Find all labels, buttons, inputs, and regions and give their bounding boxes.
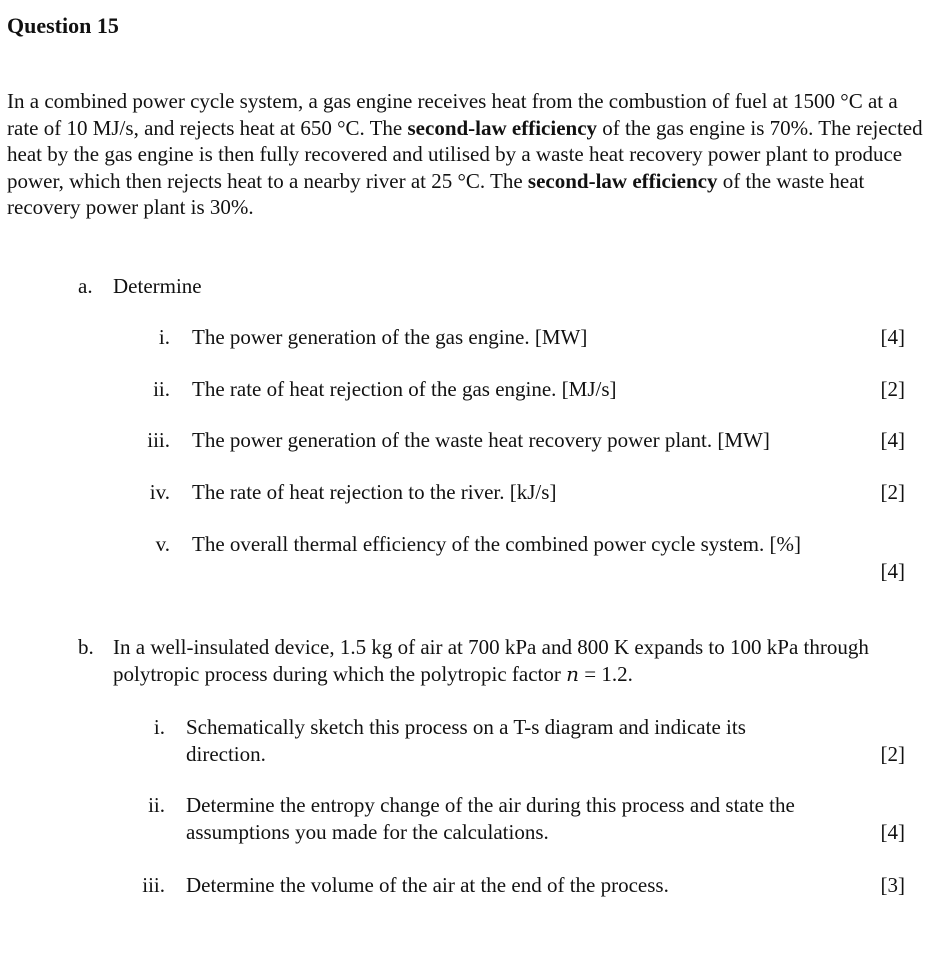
item-number: iii. <box>142 873 165 897</box>
item-text-line1: Determine the volume of the air at the end of the process. <box>186 873 669 897</box>
intro-text-3: of the waste heat recovery power plant is 30%. <box>7 168 865 219</box>
part-b-text-after: = 1.2. <box>579 662 633 686</box>
part-a-item-iv <box>0 479 934 506</box>
intro-bold-1: second-law efficiency <box>407 115 598 140</box>
item-number: i. <box>153 715 165 739</box>
item-text: The overall thermal efficiency of the combined power cycle system. [%] <box>192 532 801 556</box>
item-text: The rate of heat rejection of the gas engine. [MJ/s] <box>192 377 617 401</box>
item-marks: [4] <box>880 820 905 844</box>
part-a-item-v <box>0 531 934 558</box>
item-marks: [3] <box>880 873 905 897</box>
part-a-item-v-marks-row <box>0 558 934 585</box>
part-a-heading: Determine <box>113 274 202 298</box>
item-text: The rate of heat rejection to the river. [kJ/s] <box>192 480 557 504</box>
item-number: ii. <box>153 377 170 401</box>
item-text: The power generation of the gas engine. [MW] <box>192 325 588 349</box>
part-a-item-iii <box>0 427 934 454</box>
item-text-line1: Determine the entropy change of the air during this process and state the <box>186 793 795 817</box>
item-number: iii. <box>147 428 170 452</box>
item-number: v. <box>155 532 170 556</box>
item-marks: [4] <box>880 325 905 349</box>
item-marks: [4] <box>880 428 905 452</box>
item-text-line2: assumptions you made for the calculations. <box>186 820 549 844</box>
item-text: The power generation of the waste heat recovery power plant. [MW] <box>192 428 770 452</box>
intro-text-1: In a combined power cycle system, a gas engine receives heat from the combustion of fuel at 1500 °C at a rate of 10 MJ/s, and rejects heat at 650 °C. The <box>7 89 898 140</box>
item-marks: [4] <box>880 559 905 583</box>
item-marks: [2] <box>880 377 905 401</box>
part-b-text-before: In a well-insulated device, 1.5 kg of air at 700 kPa and 800 K expands to 100 kPa through polytropic process during which the polytropic factor <box>113 635 869 686</box>
item-marks: [2] <box>880 480 905 504</box>
item-number: iv. <box>149 480 170 504</box>
item-number: ii. <box>148 793 165 817</box>
part-a-item-i <box>0 324 934 351</box>
item-text-line1: Schematically sketch this process on a T-s diagram and indicate its <box>186 715 746 739</box>
intro-text-2: of the gas engine is 70%. The rejected heat by the gas engine is then fully recovered and utilised by a waste heat recovery power plant to produce power, which then rejects heat to a nearby river at 25 °C. The <box>7 115 923 193</box>
item-text-line2: direction. <box>186 742 266 766</box>
intro-bold-2: second-law efficiency <box>527 168 718 193</box>
polytropic-n-symbol: n <box>566 662 580 686</box>
question-intro <box>7 88 925 221</box>
part-b-heading <box>113 634 923 688</box>
part-a-item-ii <box>0 376 934 403</box>
item-marks: [2] <box>880 742 905 766</box>
item-number: i. <box>158 325 170 349</box>
question-title: Question 15 <box>7 13 119 38</box>
part-a-label: a. <box>78 274 93 298</box>
part-b-label: b. <box>78 635 94 659</box>
